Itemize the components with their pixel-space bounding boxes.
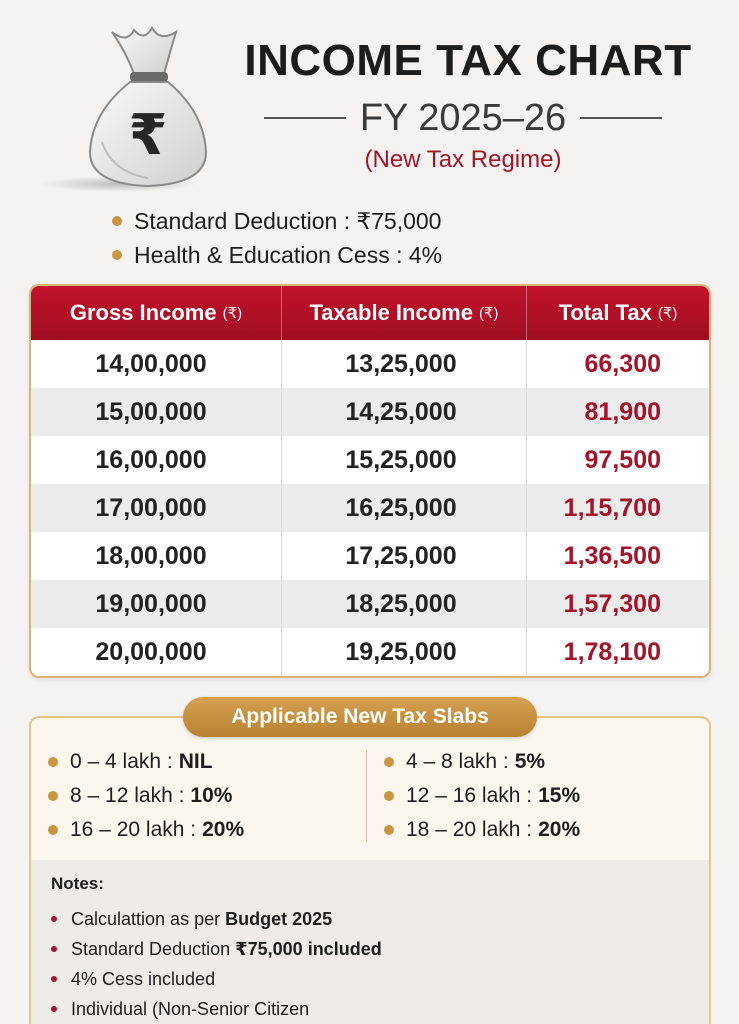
cell-gross: 19,00,000 (95, 589, 207, 618)
note-item (51, 964, 709, 994)
column-header-taxable (281, 286, 526, 340)
column-label: Taxable Income (309, 300, 473, 325)
note-text: Calculattion as per (71, 908, 226, 929)
note-text: Standard Deduction (71, 938, 236, 959)
slab-rate: 20% (538, 818, 581, 841)
notes-title: Notes: (51, 874, 104, 893)
regime-subtitle: (New Tax Regime) (364, 146, 562, 173)
slab-item (48, 813, 244, 847)
bullet-dot (112, 216, 122, 226)
note-item (51, 934, 709, 964)
cell-taxable: 15,25,000 (281, 436, 526, 484)
cell-taxable: 14,25,000 (281, 388, 526, 436)
fy-left-rule (264, 117, 346, 119)
table-header (31, 286, 709, 340)
slab-item (48, 779, 244, 813)
slab-range: 8 – 12 lakh : (70, 784, 185, 807)
column-unit: (₹) (657, 305, 678, 322)
column-label: Gross Income (69, 300, 217, 325)
bullet-dot (384, 757, 394, 767)
info-item (112, 238, 442, 272)
slab-rate: 20% (202, 818, 245, 841)
table-body (31, 340, 709, 676)
note-text: Individual (Non-Senior Citizen (71, 998, 310, 1019)
slab-item (384, 813, 580, 847)
cell-gross: 14,00,000 (95, 349, 207, 378)
bullet-dot (51, 1006, 57, 1012)
fy-right-rule (580, 117, 662, 119)
cell-tax: 1,57,300 (526, 580, 709, 628)
cell-gross: 20,00,000 (95, 637, 207, 666)
slab-range: 4 – 8 lakh : (406, 750, 509, 773)
table-row (31, 340, 709, 388)
table-row (31, 580, 709, 628)
slab-rate: 15% (538, 784, 581, 807)
column-unit: (₹) (478, 305, 499, 322)
slabs-right-column (384, 745, 580, 847)
table-row (31, 628, 709, 676)
tax-slabs-title: Applicable New Tax Slabs (183, 697, 537, 737)
cell-taxable: 17,25,000 (281, 532, 526, 580)
cell-taxable: 19,25,000 (281, 628, 526, 676)
cell-tax: 81,900 (526, 388, 709, 436)
fiscal-year: FY 2025–26 (359, 96, 567, 139)
table-row (31, 388, 709, 436)
bullet-dot (51, 976, 57, 982)
notes-section (31, 860, 709, 1024)
bullet-dot (112, 250, 122, 260)
note-text: 4% Cess included (71, 968, 216, 989)
cell-tax: 1,15,700 (526, 484, 709, 532)
slab-rate: 5% (514, 750, 546, 773)
bullet-dot (384, 791, 394, 801)
table-row (31, 436, 709, 484)
cell-gross: 15,00,000 (95, 397, 207, 426)
rupee-symbol: ₹ (128, 103, 168, 166)
info-cess: Health & Education Cess : 4% (134, 241, 443, 268)
cell-taxable: 13,25,000 (281, 340, 526, 388)
bullet-dot (51, 946, 57, 952)
table-row (31, 532, 709, 580)
column-header-total-tax (526, 286, 709, 340)
cell-tax: 66,300 (526, 340, 709, 388)
info-item (112, 204, 442, 238)
note-bold: ₹75,000 included (235, 938, 382, 959)
bullet-dot (51, 916, 57, 922)
cell-tax: 1,36,500 (526, 532, 709, 580)
bullet-dot (48, 825, 58, 835)
column-label: Total Tax (558, 300, 652, 325)
slab-item (384, 779, 580, 813)
slab-range: 16 – 20 lakh : (70, 818, 197, 841)
slab-rate: 10% (190, 784, 233, 807)
cell-taxable: 18,25,000 (281, 580, 526, 628)
note-item (51, 904, 709, 934)
page-title: INCOME TAX CHART (244, 36, 692, 85)
note-item (51, 994, 709, 1024)
fiscal-year-row (228, 94, 698, 142)
slab-range: 12 – 16 lakh : (406, 784, 533, 807)
slabs-left-column (48, 745, 244, 847)
cell-taxable: 16,25,000 (281, 484, 526, 532)
cell-gross: 18,00,000 (95, 541, 207, 570)
bullet-dot (48, 757, 58, 767)
slab-item (48, 745, 244, 779)
info-list (112, 204, 442, 272)
note-bold: Budget 2025 (225, 908, 333, 929)
column-header-gross (31, 286, 281, 340)
bullet-dot (384, 825, 394, 835)
bullet-dot (48, 791, 58, 801)
column-unit: (₹) (222, 305, 243, 322)
cell-tax: 97,500 (526, 436, 709, 484)
tax-table (29, 284, 711, 678)
slabs-divider (366, 750, 367, 842)
slab-range: 0 – 4 lakh : (70, 750, 173, 773)
slab-range: 18 – 20 lakh : (406, 818, 533, 841)
cell-gross: 17,00,000 (95, 493, 207, 522)
cell-gross: 16,00,000 (95, 445, 207, 474)
slab-item (384, 745, 580, 779)
info-standard-deduction: Standard Deduction : ₹75,000 (134, 207, 442, 234)
slab-rate: NIL (178, 750, 213, 773)
cell-tax: 1,78,100 (526, 628, 709, 676)
table-row (31, 484, 709, 532)
